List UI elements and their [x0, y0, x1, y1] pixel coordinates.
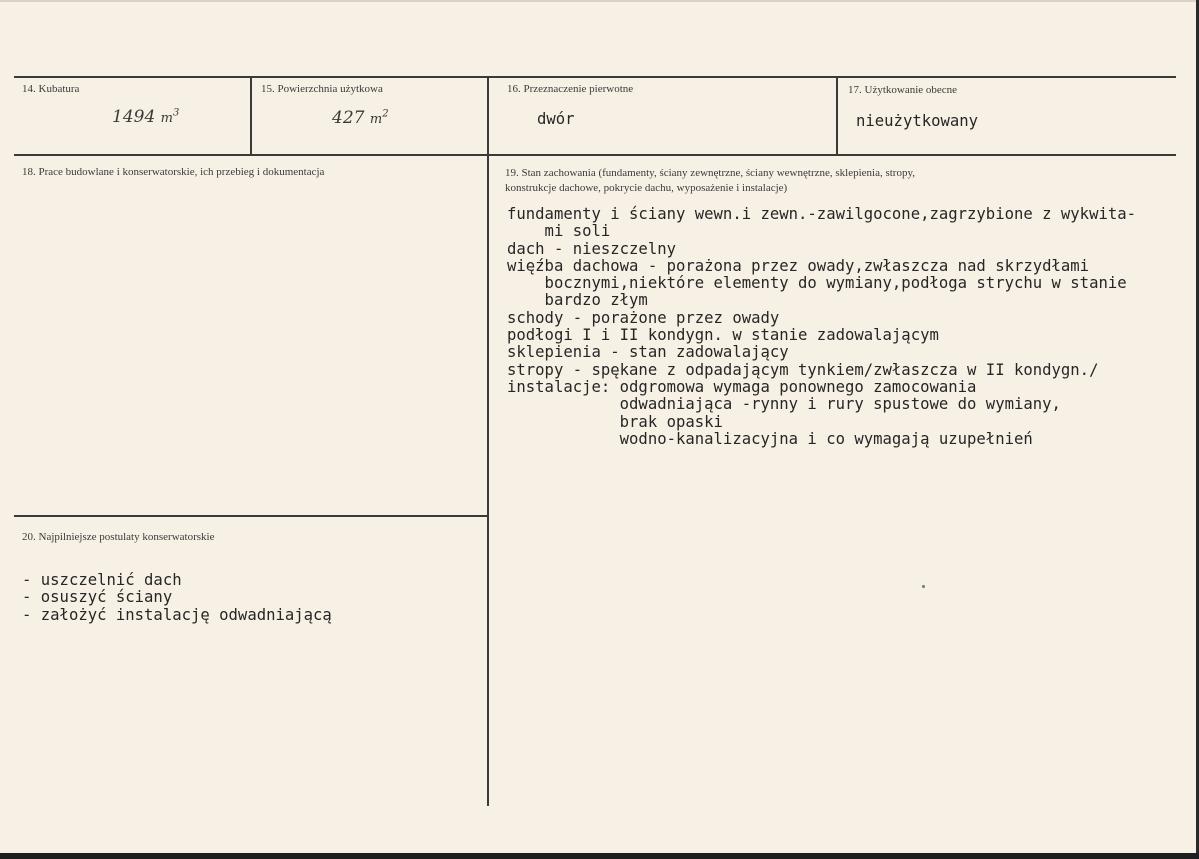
- rule-field18-bottom: [14, 515, 488, 517]
- field18-label: 18. Prace budowlane i konserwatorskie, ich przebieg i dokumentacja: [22, 166, 325, 178]
- field14-unit-exp: 3: [173, 107, 180, 119]
- field16-label: 16. Przeznaczenie pierwotne: [507, 83, 634, 95]
- field20-line: - osuszyć ściany: [22, 588, 173, 607]
- field15-label: 15. Powierzchnia użytkowa: [261, 83, 383, 95]
- card-top-edge: [0, 0, 1199, 2]
- field19-line: wodno-kanalizacyjna i co wymagają uzupełnień: [507, 429, 1033, 448]
- field19-line: mi soli: [507, 222, 611, 241]
- field19-line: instalacje: odgromowa wymaga ponownego zamocowania: [507, 377, 977, 396]
- field14-unit: m: [160, 111, 173, 126]
- field20-text: [22, 572, 332, 624]
- stray-mark: [922, 585, 925, 588]
- field19-line: odwadniająca -rynny i rury spustowe do wymiany,: [507, 395, 1061, 414]
- field15-number: 427: [332, 108, 365, 128]
- field19-line: więźba dachowa - porażona przez owady,zwłaszcza nad skrzydłami: [507, 256, 1090, 275]
- field20-label: 20. Najpilniejsze postulaty konserwatorskie: [22, 531, 215, 543]
- field15-unit-exp: 2: [382, 108, 389, 120]
- field19-line: dach - nieszczelny: [507, 239, 676, 258]
- field20-line: - założyć instalację odwadniającą: [22, 605, 332, 624]
- field19-text: [507, 206, 1136, 448]
- field19-line: stropy - spękane z odpadającym tynkiem/zwłaszcza w II kondygn./: [507, 360, 1099, 379]
- rule-v2: [487, 76, 489, 806]
- field19-line: schody - porażone przez owady: [507, 308, 780, 327]
- rule-v1: [250, 76, 252, 155]
- rule-top: [14, 76, 1176, 78]
- field15-value: [332, 108, 389, 128]
- card-bottom-edge: [0, 853, 1199, 859]
- field19-line: sklepienia - stan zadowalający: [507, 343, 789, 362]
- rule-row1-bottom: [14, 154, 1176, 156]
- field19-line: bardzo złym: [507, 291, 648, 310]
- field16-value: dwór: [537, 110, 575, 128]
- field14-number: 1494: [112, 107, 156, 127]
- field17-label: 17. Użytkowanie obecne: [848, 84, 958, 96]
- field19-line: fundamenty i ściany wewn.i zewn.-zawilgocone,zagrzybione z wykwita-: [507, 205, 1137, 223]
- field17-value: nieużytkowany: [856, 112, 979, 130]
- field19-line: podłogi I i II kondygn. w stanie zadowalającym: [507, 326, 939, 345]
- field15-unit: m: [369, 112, 383, 127]
- field19-label-line1: 19. Stan zachowania (fundamenty, ściany zewnętrzne, ściany wewnętrzne, sklepienia, stropy,: [505, 167, 916, 179]
- field19-line: bocznymi,niektóre elementy do wymiany,podłoga strychu w stanie: [507, 274, 1127, 293]
- field14-value: [112, 107, 179, 127]
- field20-line: - uszczelnić dach: [22, 571, 182, 589]
- field19-label-line2: konstrukcje dachowe, pokrycie dachu, wyposażenie i instalacje): [505, 182, 788, 194]
- rule-v3: [836, 76, 838, 155]
- field19-line: brak opaski: [507, 412, 723, 431]
- field14-label: 14. Kubatura: [22, 83, 80, 95]
